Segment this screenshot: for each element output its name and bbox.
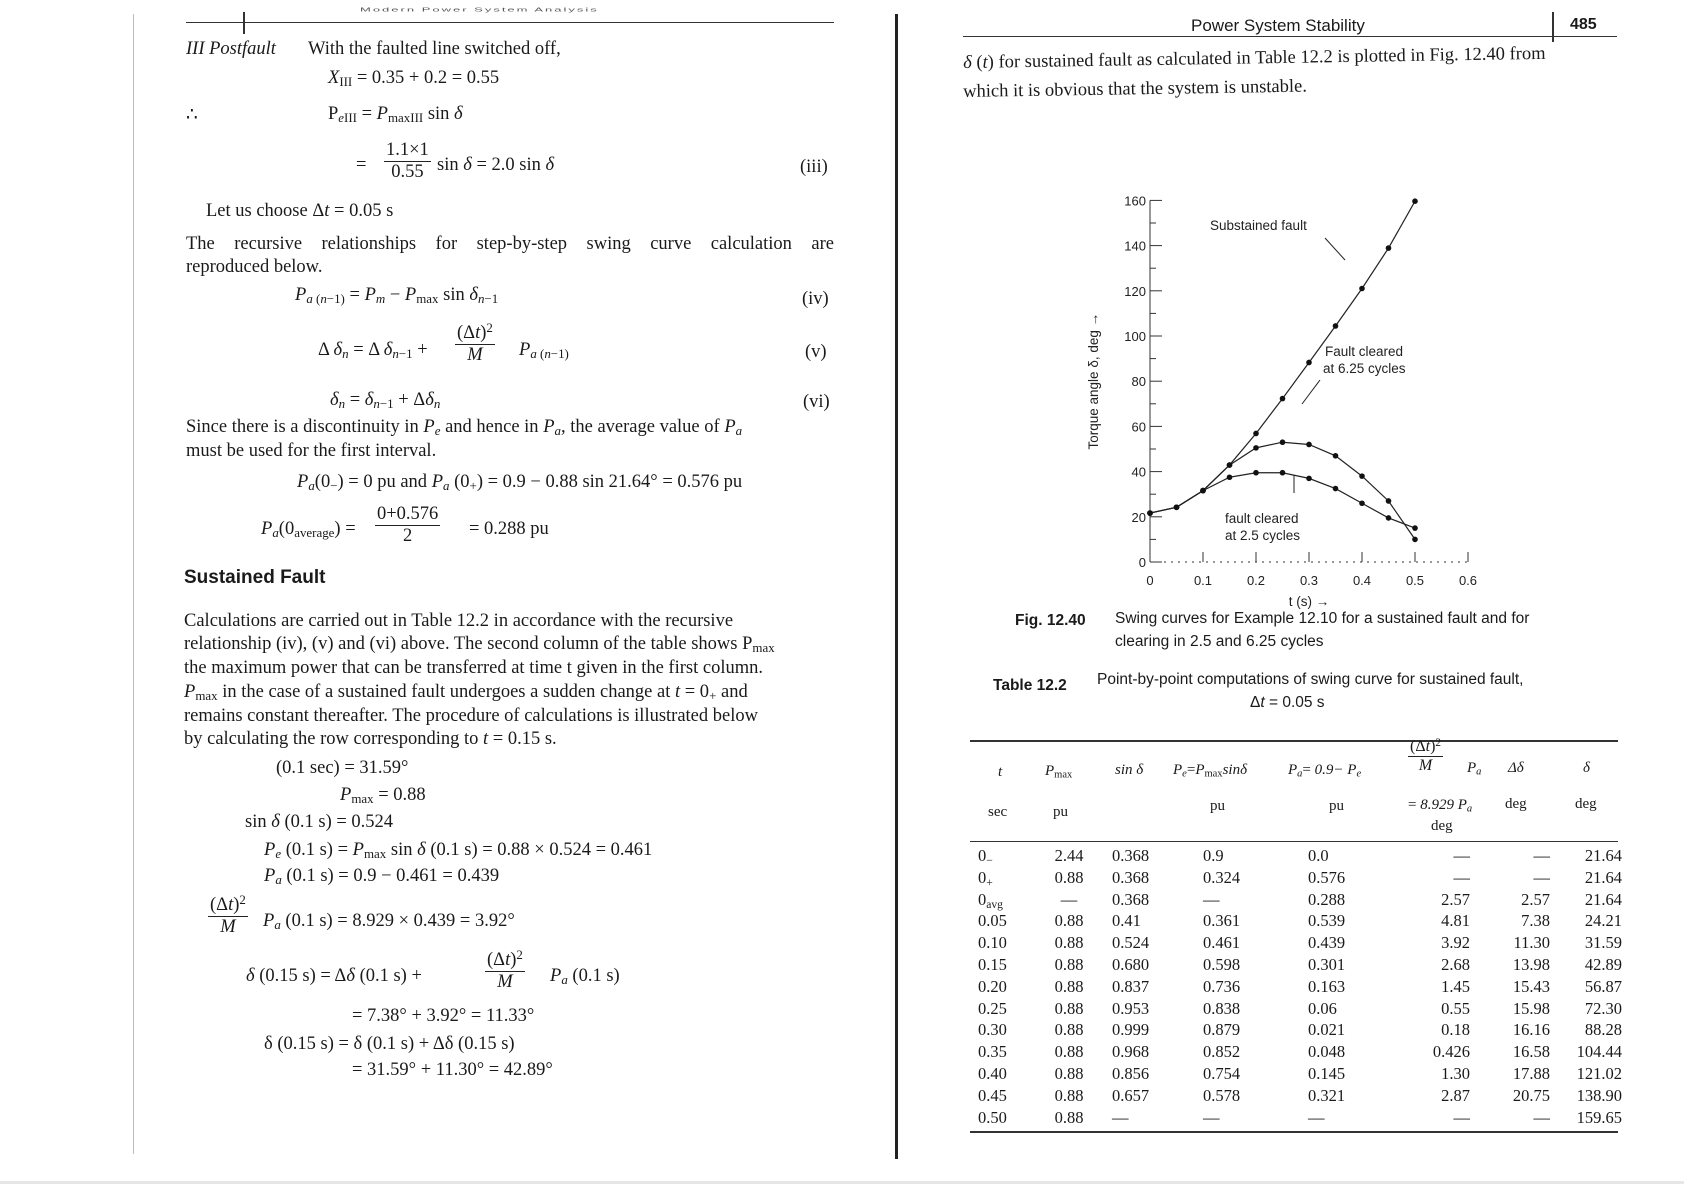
calc-l3: the maximum power that can be transferred at time t given in the first column.: [184, 658, 763, 678]
eq-vi: $\delta_n = \delta_{n-1} + \Delta\delta_n$: [330, 390, 441, 412]
series-point: [1412, 537, 1418, 543]
table-cell: —: [1453, 846, 1470, 865]
table-cell: 0.41: [1112, 911, 1141, 931]
left-header-rule: [186, 22, 834, 23]
series-point: [1359, 286, 1365, 292]
x-tick-label: 0.5: [1405, 573, 1425, 588]
table-cell: 1.30: [1441, 1064, 1470, 1083]
table-cell: 0.30: [978, 1020, 1007, 1040]
table-cell: 0.439: [1308, 933, 1346, 953]
table-cell: 15.98: [1512, 998, 1550, 1018]
table-cell: 0.852: [1203, 1042, 1241, 1062]
table-cell: 0.35: [978, 1042, 1007, 1062]
series-point: [1253, 470, 1259, 476]
table-cell: 0.15: [978, 955, 1007, 974]
figure-label: Fig. 12.40: [1015, 612, 1086, 629]
table-cell: —: [1203, 889, 1220, 909]
eq-iii-tag: (iii): [800, 157, 828, 177]
y-tick-label: 80: [1131, 374, 1146, 390]
recursive-text-l2: reproduced below.: [186, 257, 323, 277]
table-cell: 0.361: [1203, 911, 1241, 931]
eq-iv-tag: (iv): [802, 289, 829, 309]
table-cell: 0.426: [1432, 1042, 1470, 1062]
table-cell: 0.88: [1054, 955, 1084, 974]
table-cell: 0.461: [1203, 933, 1241, 953]
table-cell: 0.524: [1112, 933, 1150, 953]
table-cell: 42.89: [1584, 955, 1622, 974]
eq-v-fraction: $\frac{(\Delta t)^2}{M}$: [457, 320, 493, 365]
pa-avg-lhs: $P_a(0_{average})$ =: [261, 519, 356, 541]
col-dt2m-unit: = 8.929 $P_a$: [1408, 797, 1473, 815]
col-delta-header: δ: [1583, 760, 1590, 776]
table-cell: 0.968: [1112, 1042, 1150, 1062]
y-tick-label: 20: [1131, 509, 1146, 525]
table-cell: 0.88: [1054, 976, 1084, 996]
y-tick-label: 0: [1138, 555, 1146, 570]
series-point: [1333, 453, 1339, 459]
series-point: [1359, 473, 1365, 479]
work-1: (0.1 sec) = 31.59°: [276, 758, 409, 778]
table-cell: 0.598: [1203, 955, 1241, 974]
table-cell: —: [1112, 1107, 1129, 1127]
eq-iii-num: 1.1×1: [386, 140, 429, 160]
annotation-arrow: [1325, 238, 1345, 260]
table-cell: 0.021: [1308, 1020, 1346, 1040]
table-cell: 16.16: [1512, 1020, 1550, 1040]
table-cell: 0.88: [1054, 1042, 1084, 1062]
gutter-line: [895, 14, 898, 1159]
therefore-symbol: ∴: [186, 105, 198, 125]
table-header-rule: [970, 841, 1618, 842]
table-cell: 11.30: [1513, 933, 1550, 953]
table-cell: 7.38: [1521, 911, 1550, 931]
table-cell: 88.28: [1584, 1020, 1622, 1040]
table-cell: 0.18: [1441, 1020, 1470, 1040]
table-caption-l1: Point-by-point computations of swing curve for sustained fault,: [1097, 671, 1524, 688]
col-dt2m-fraction: $\frac{(\Delta t)^2}{M}$: [1410, 736, 1441, 774]
table-cell: —: [1533, 846, 1550, 865]
series-point: [1227, 462, 1233, 468]
table-cell: 17.88: [1512, 1064, 1550, 1083]
work-7-rhs: $P_a$ (0.1 s): [550, 966, 620, 988]
table-cell: 0.20: [978, 976, 1007, 996]
table-bottom-rule: [970, 1131, 1618, 1133]
right-header-tick: [1552, 12, 1554, 42]
table-caption-l2: Δt = 0.05 s: [1250, 694, 1325, 711]
calc-l5: remains constant thereafter. The procedure of calculations is illustrated below: [184, 706, 758, 726]
series-point: [1359, 500, 1365, 506]
work-7: δ (0.15 s) = Δδ (0.1 s) +: [246, 966, 422, 986]
series-point: [1306, 360, 1312, 366]
right-header-rule: [963, 36, 1617, 37]
table-cell: 2.57: [1441, 889, 1470, 909]
annotation-fault-cleared-625-l2: at 6.25 cycles: [1323, 361, 1406, 376]
table-cell: —: [1308, 1107, 1325, 1127]
table-cell: 0.55: [1441, 998, 1470, 1018]
eq-iv: $P_{a (n-1)} = P_m - P_{max}$ $\sin \delta_{n-1}$: [295, 285, 499, 307]
pa-avg-den: 2: [403, 526, 413, 546]
table-cell: $0_+$: [978, 867, 993, 889]
calc-l6: by calculating the row corresponding to t = 0.15 s.: [184, 729, 557, 749]
table-cell: 0.05: [978, 911, 1007, 931]
work-7-fraction: $\frac{(\Delta t)^2}{M}$: [487, 947, 523, 992]
table-cell: 21.64: [1584, 889, 1622, 909]
series-point: [1306, 442, 1312, 448]
y-tick-label: 100: [1124, 329, 1146, 344]
series-point: [1147, 510, 1153, 516]
eq-iii-rhs: sin δ = 2.0 sin δ: [437, 155, 555, 175]
table-cell: 0.10: [978, 933, 1007, 953]
table-cell: 15.43: [1512, 976, 1550, 996]
figure-caption-l2: clearing in 2.5 and 6.25 cycles: [1115, 633, 1324, 650]
series-point: [1200, 488, 1206, 494]
table-cell: 2.68: [1441, 955, 1470, 974]
col-sin-header: sin δ: [1115, 762, 1144, 778]
recursive-text-l1: The recursive relationships for step-by-step swing curve calculation are: [186, 234, 834, 254]
table-cell: 0.368: [1112, 867, 1150, 887]
series-point: [1412, 525, 1418, 531]
table-cell: $0_{avg}$: [978, 889, 1003, 911]
table-cell: 0.324: [1203, 867, 1241, 887]
table-cell: 0.25: [978, 998, 1007, 1018]
calc-l4: $P_{max}$ in the case of a sustained fault undergoes a sudden change at $t = 0_+$ and: [184, 682, 748, 704]
table-cell: 0.838: [1203, 998, 1241, 1018]
annotation-sustained-fault: Substained fault: [1210, 218, 1307, 233]
series-point: [1280, 439, 1286, 445]
table-cell: 0.657: [1112, 1085, 1150, 1105]
postfault-text: With the faulted line switched off,: [308, 39, 561, 59]
table-cell: —: [1203, 1107, 1220, 1127]
left-header-tick: [243, 12, 245, 34]
col-dt2m-pa: $P_a$: [1467, 760, 1482, 778]
y-tick-label: 140: [1124, 238, 1146, 254]
table-cell: 0.856: [1112, 1064, 1150, 1083]
series-point: [1280, 396, 1286, 402]
col-delta-unit: deg: [1575, 796, 1597, 812]
table-cell: 0.953: [1112, 998, 1150, 1018]
calc-l2: relationship (iv), (v) and (vi) above. The second column of the table shows $P_{max}$: [184, 634, 775, 656]
table-cell: 0.40: [978, 1064, 1007, 1083]
table-cell: —: [1453, 867, 1470, 887]
table-cell: 2.57: [1521, 889, 1550, 909]
left-running-head: Modern Power System Analysis: [360, 6, 599, 13]
eq-xiii: $X_{III} = 0.35 + 0.2 = 0.55$: [328, 68, 500, 90]
table-cell: 2.87: [1441, 1085, 1470, 1105]
work-2: $P_{max} = 0.88$: [340, 785, 426, 807]
chart-layer: [1086, 193, 1477, 609]
y-tick-label: 120: [1124, 283, 1146, 299]
table-cell: 0.539: [1308, 911, 1346, 931]
table-cell: 0.301: [1308, 955, 1346, 974]
col-pmax-header: $P_{max}$: [1045, 763, 1073, 781]
series-point: [1412, 198, 1418, 204]
x-tick-label: 0.2: [1246, 573, 1266, 588]
series-point: [1386, 245, 1392, 251]
col-ddelta-header: Δδ: [1508, 760, 1524, 776]
col-pe-unit: pu: [1210, 798, 1225, 814]
discontinuity-text-l1: Since there is a discontinuity in $P_e$ and hence in $P_a$, the average value of $P_a$: [186, 417, 743, 439]
series-point: [1227, 474, 1233, 480]
annotation-arrow: [1302, 380, 1320, 404]
table-cell: 21.64: [1584, 867, 1622, 887]
postfault-label: III Postfault: [186, 39, 276, 59]
col-pe-header: $P_e=P_{max}\sin\delta$: [1173, 762, 1248, 780]
swing-curve-chart: [1080, 110, 1500, 610]
table-cell: 16.58: [1512, 1042, 1550, 1062]
series-point: [1386, 515, 1392, 521]
right-running-head: Power System Stability: [1191, 16, 1365, 35]
series-point: [1280, 470, 1286, 476]
table-cell: 0.999: [1112, 1020, 1150, 1040]
table-label: Table 12.2: [993, 677, 1067, 694]
table-cell: 0.88: [1054, 1064, 1084, 1083]
x-tick-label: 0.6: [1458, 573, 1478, 588]
table-cell: 0.50: [978, 1107, 1007, 1127]
col-t-unit: sec: [988, 804, 1008, 820]
x-axis-label: t (s) →: [1288, 594, 1330, 609]
work-4: $P_e$ (0.1 $s) = P_{max}$ sin δ (0.1 s) = 0.88 × 0.524 = 0.461: [264, 840, 653, 862]
table-cell: 0.288: [1308, 889, 1346, 909]
pa-avg-num: 0+0.576: [377, 504, 439, 524]
eq-iii-fraction: [384, 140, 431, 183]
eq-iii-den: 0.55: [391, 162, 424, 182]
table-cell: 0.321: [1308, 1085, 1346, 1105]
table-cell: 0.048: [1308, 1042, 1346, 1062]
annotation-fault-cleared-625: Fault cleared: [1325, 344, 1404, 359]
eq-v-tag: (v): [805, 342, 827, 362]
work-3: sin δ (0.1 s) = 0.524: [245, 812, 394, 832]
table-cell: —: [1533, 1107, 1550, 1127]
table-cell: 3.92: [1441, 933, 1470, 953]
table-cell: 138.90: [1576, 1085, 1622, 1105]
table-cell: 0.576: [1308, 867, 1346, 887]
x-tick-label: 0: [1146, 573, 1154, 588]
table-cell: —: [1533, 867, 1550, 887]
table-cell: 56.87: [1584, 976, 1622, 996]
table-cell: 72.30: [1584, 998, 1622, 1018]
annotation-fault-cleared-25: fault cleared: [1225, 511, 1299, 526]
eq-pe3: $P_{eIII} = P_{maxIII}$ sin δ: [328, 104, 463, 126]
series-point: [1253, 431, 1259, 437]
table-cell: 0.680: [1112, 955, 1150, 974]
series-point: [1253, 445, 1259, 451]
x-tick-label: 0.4: [1352, 573, 1372, 588]
table-cell: 159.65: [1576, 1107, 1622, 1127]
table-cell: 1.45: [1441, 976, 1470, 996]
work-10: = 31.59° + 11.30° = 42.89°: [352, 1060, 553, 1080]
work-9: δ (0.15 s) = δ (0.1 s) + Δδ (0.15 s): [264, 1034, 515, 1054]
page-number: 485: [1570, 16, 1597, 33]
sustained-fault-heading: Sustained Fault: [184, 567, 326, 588]
y-tick-label: 60: [1131, 419, 1146, 435]
table-cell: 0.754: [1203, 1064, 1241, 1083]
table-cell: 0.163: [1308, 976, 1346, 996]
series-point: [1333, 323, 1339, 329]
y-axis-label: Torque angle δ, deg →: [1086, 312, 1101, 450]
bottom-fold: [0, 1181, 1684, 1184]
series-point: [1174, 504, 1180, 510]
eq-v-lhs: Δ $\delta_n = \Delta$ $\delta_{n-1}$ +: [318, 340, 428, 362]
table-cell: 0.0: [1308, 846, 1329, 865]
col-pa-unit: pu: [1329, 798, 1344, 814]
y-tick-label: 40: [1131, 464, 1146, 480]
figure-caption-l1: Swing curves for Example 12.10 for a sustained fault and for: [1115, 610, 1530, 627]
choose-dt: Let us choose Δt = 0.05 s: [206, 201, 394, 221]
table-cell: 0.736: [1203, 976, 1241, 996]
table-cell: 0.368: [1112, 889, 1150, 909]
table-cell: 13.98: [1512, 955, 1550, 974]
table-cell: 0.9: [1203, 846, 1224, 865]
series-point: [1306, 476, 1312, 482]
table-cell: 31.59: [1584, 933, 1622, 953]
table-cell: 121.02: [1576, 1064, 1622, 1083]
table-cell: 0.145: [1308, 1064, 1346, 1083]
table-cell: 0.837: [1112, 976, 1150, 996]
eq-vi-tag: (vi): [803, 392, 830, 412]
table-cell: 104.44: [1576, 1042, 1622, 1062]
eq-iii-equals: =: [356, 155, 367, 175]
table-cell: 0.88: [1054, 998, 1084, 1018]
series-point: [1386, 498, 1392, 504]
discontinuity-text-l2: must be used for the first interval.: [186, 441, 437, 461]
table-cell: 0.88: [1054, 867, 1084, 887]
work-5: $P_a$ (0.1 s) = 0.9 − 0.461 = 0.439: [264, 866, 500, 888]
table-cell: 2.44: [1054, 846, 1084, 865]
work-6: $P_a$ (0.1 s) = 8.929 × 0.439 = 3.92°: [263, 911, 515, 933]
pa-avg-rhs: = 0.288 pu: [469, 519, 549, 539]
table-cell: 24.21: [1584, 911, 1622, 931]
col-ddelta-unit: deg: [1505, 796, 1527, 812]
series-point: [1333, 486, 1339, 492]
table-cell: —: [1060, 889, 1078, 909]
table-cell: 0.88: [1054, 911, 1084, 931]
x-tick-label: 0.3: [1299, 573, 1319, 588]
table-cell: —: [1453, 1107, 1470, 1127]
col-t-header: t: [998, 764, 1003, 780]
col-pa-header: $P_a= 0.9- P_e$: [1288, 762, 1362, 780]
table-cell: 0.879: [1203, 1020, 1241, 1040]
left-margin-line: [133, 14, 134, 1154]
pa-avg-fraction: [375, 504, 440, 547]
table-cell: 20.75: [1512, 1085, 1550, 1105]
table-cell: 0.45: [978, 1085, 1007, 1105]
x-tick-label: 0.1: [1193, 573, 1213, 588]
work-6-fraction: $\frac{(\Delta t)^2}{M}$: [210, 892, 246, 937]
col-dt2m-deg: deg: [1431, 818, 1453, 834]
table-cell: $0_-$: [978, 846, 993, 867]
calc-l1: Calculations are carried out in Table 12.2 in accordance with the recursive: [184, 611, 734, 631]
table-cell: 0.88: [1054, 1020, 1084, 1040]
intro-l1: δ (t) for sustained fault as calculated in Table 12.2 is plotted in Fig. 12.40 from: [963, 43, 1546, 73]
table-cell: 0.06: [1308, 998, 1337, 1018]
table-cell: 0.88: [1054, 1107, 1084, 1127]
table-cell: 4.81: [1441, 911, 1470, 931]
table-cell: 0.578: [1203, 1085, 1241, 1105]
table-cell: 21.64: [1584, 846, 1622, 865]
annotation-fault-cleared-25-l2: at 2.5 cycles: [1225, 528, 1301, 543]
table-cell: 0.88: [1054, 1085, 1084, 1105]
intro-l2: which it is obvious that the system is unstable.: [963, 76, 1308, 102]
table-cell: 0.368: [1112, 846, 1150, 865]
y-tick-label: 160: [1124, 193, 1146, 209]
table-top-rule: [970, 740, 1618, 742]
pa0-line: $P_a(0_-) = 0$ pu and $P_a$ $(0_+) = 0.9 - 0.88$ sin 21.64° = 0.576 pu: [297, 472, 743, 494]
work-8: = 7.38° + 3.92° = 11.33°: [352, 1006, 535, 1026]
table-cell: 0.88: [1054, 933, 1084, 953]
eq-v-rhs: $P_{a (n-1)}$: [519, 340, 569, 362]
col-pmax-unit: pu: [1053, 804, 1068, 820]
